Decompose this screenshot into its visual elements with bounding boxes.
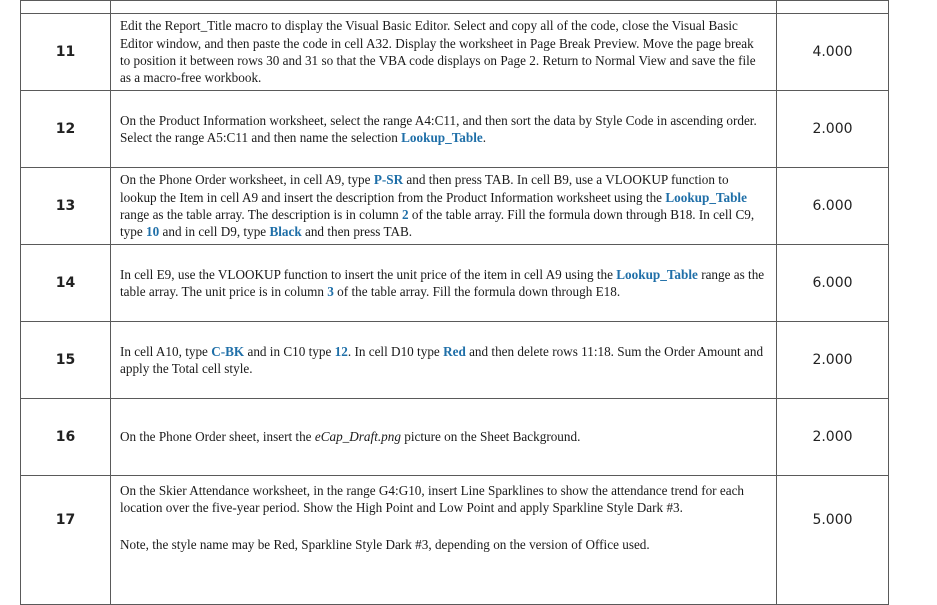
text-segment: . In cell D10 type [347, 343, 444, 359]
text-segment: In cell E9, use the VLOOKUP function to insert the unit price of the item in cell A9 using the [120, 266, 617, 282]
highlighted-value: 2 [401, 207, 409, 222]
text-segment: Edit the Report_Title macro to display the Visual Basic Editor. Select and copy all of the code, close the Visual Basic Editor window, and then paste the code in cell A32. Display the worksheet in Page Break Preview. Move the page break to position it between rows 30 and 31 so that the VBA code displays on Page 2. Return to Normal View and save the file as a macro-free workbook. [120, 18, 756, 86]
text-segment: and then press TAB. [301, 224, 413, 240]
step-number: 13 [21, 168, 111, 245]
description-text [120, 426, 766, 447]
highlighted-value: Lookup_Table [665, 189, 747, 205]
text-segment: On the Phone Order worksheet, in cell A9, type [120, 172, 374, 188]
description-cell [111, 1, 777, 14]
text-segment: and in C10 type [244, 343, 335, 359]
highlighted-value: 10 [146, 224, 160, 240]
table-row [21, 322, 889, 399]
points-value: 2.000 [777, 322, 889, 399]
text-segment: of the table array. Fill the formula down through B18. In cell C9, type [120, 207, 755, 240]
step-description [111, 14, 777, 91]
highlighted-value: Black [269, 224, 302, 240]
instructions-table [20, 0, 889, 605]
highlighted-value: C-BK [211, 343, 245, 359]
highlighted-value: Lookup_Table [616, 266, 698, 282]
text-segment: . [482, 130, 487, 145]
text-segment: and then delete rows 11:18. Sum the Order Amount and apply the Total cell style. [120, 343, 764, 376]
description-text [120, 341, 766, 380]
text-segment: In cell A10, type [120, 343, 212, 359]
text-segment: On the Product Information worksheet, select the range A4:C11, and then sort the data by Style Code in ascending order. Select the range A5:C11 and then name the selection [120, 112, 757, 145]
points-value: 6.000 [777, 168, 889, 245]
table-row-partial [21, 1, 889, 14]
text-segment: of the table array. Fill the formula down through E18. [333, 284, 621, 299]
table-row [21, 14, 889, 91]
highlighted-value: Lookup_Table [401, 130, 483, 145]
highlighted-value: P-SR [373, 172, 404, 188]
description-text [120, 169, 766, 242]
step-description [111, 168, 777, 245]
step-number: 12 [21, 91, 111, 168]
description-text [120, 15, 766, 88]
highlighted-value: 12 [334, 343, 348, 359]
highlighted-value: Red [443, 343, 466, 359]
table-row [21, 399, 889, 476]
table-row [21, 476, 889, 605]
step-number: 14 [21, 245, 111, 322]
step-number: 11 [21, 14, 111, 91]
points-value: 2.000 [777, 91, 889, 168]
version-note: Note, the style name may be Red, Sparkline Style Dark #3, depending on the version of Office used. [120, 536, 650, 552]
step-number: 17 [21, 476, 111, 605]
step-number: 16 [21, 399, 111, 476]
table-row [21, 245, 889, 322]
step-description [111, 399, 777, 476]
step-number: 15 [21, 322, 111, 399]
text-segment: and then press TAB. In cell B9, use a VLOOKUP function to lookup the Item in cell A9 and insert the description from the Product Information worksheet using the [120, 172, 729, 205]
text-segment: and in cell D9, type [159, 224, 270, 240]
description-text [120, 110, 766, 149]
step-description [111, 476, 777, 605]
text-segment: picture on the Sheet Background. [400, 429, 581, 445]
text-segment: On the Phone Order sheet, insert the [120, 429, 315, 445]
points-cell [777, 1, 889, 14]
points-value: 2.000 [777, 399, 889, 476]
step-description [111, 245, 777, 322]
text-segment: range as the table array. The unit price is in column [120, 266, 765, 299]
step-cell [21, 1, 111, 14]
description-text [120, 480, 766, 519]
text-segment: On the Skier Attendance worksheet, in the range G4:G10, insert Line Sparklines to show the attendance trend for each location over the five-year period. Show the High Point and Low Point and apply Sparkline Style Dark #3. [120, 483, 745, 516]
table-row [21, 91, 889, 168]
italic-filename: eCap_Draft.png [314, 429, 401, 445]
step-description [111, 322, 777, 399]
step-description [111, 91, 777, 168]
description-text [120, 264, 766, 303]
points-value: 6.000 [777, 245, 889, 322]
points-value: 4.000 [777, 14, 889, 91]
highlighted-value: 3 [327, 284, 334, 299]
text-segment: range as the table array. The description is in column [120, 207, 402, 222]
table-row [21, 168, 889, 245]
points-value: 5.000 [777, 476, 889, 605]
